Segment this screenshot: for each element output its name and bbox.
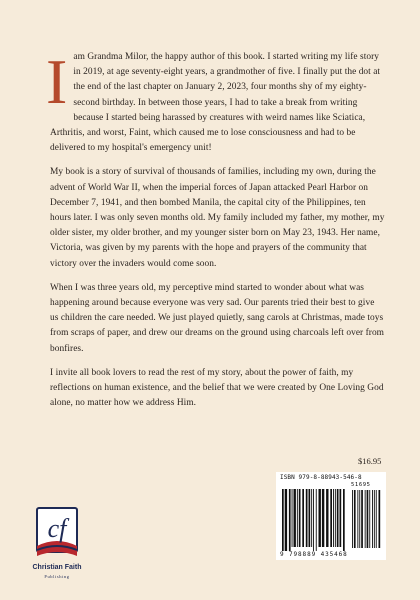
barcode-bar <box>309 489 311 547</box>
publisher-sub: Publishing <box>44 574 70 579</box>
barcode-bar <box>335 489 336 547</box>
paragraph-2: My book is a story of survival of thousands of families, including my own, during the advent of World War II, when the imperial forces of Japan attacked Pearl Harbor on December 7, 1941, and then bombed Manila, the capital city of the Philippines, ten hours later. I was only seven months old. My family included my father, my mother, my older sister, my older brother, and my younger sister born on May 23, 1943. Her name, Victoria, was given by my parents with the hope and prayers of the community that victory over the invaders would come soon. <box>50 167 385 269</box>
addon-bar <box>369 490 370 548</box>
publisher-emblem-icon <box>34 506 80 562</box>
addon-bar <box>374 490 375 548</box>
monogram-text: cf <box>47 514 67 543</box>
drop-cap: I <box>46 46 68 117</box>
barcode-bar <box>313 489 314 551</box>
barcode-bar <box>330 489 332 547</box>
barcode-bar <box>292 489 293 547</box>
publisher-name: Christian Faith <box>32 564 82 571</box>
paragraph-1 <box>46 46 385 156</box>
paragraph-1-text: am Grandma Milor, the happy author of this book. I started writing my life story in 2019, at age seventy-eight years, a grandmother of five. I finally put the dot at the end of the last chapter on January 2, 2023, four months shy of my eighty-second birthday. In between those years, I had to take a break from writing because I started being harassed by creatures with weird names like Sciatica, Arthritis, and worst, Faint, which caused me to lose consciousness and had to be delivered to my hospital's emergency unit! <box>50 52 381 154</box>
barcode-bar <box>343 489 345 551</box>
paragraph-4: I invite all book lovers to read the rest of my story, about the power of faith, my reflections on human existence, and the belief that we were created by One Loving God alone, no matter how we address Him. <box>50 367 384 409</box>
addon-bar <box>361 490 363 548</box>
addon-bar <box>357 490 358 548</box>
barcode-bar <box>302 489 304 547</box>
barcode-bar <box>340 489 342 547</box>
barcode-bar <box>282 489 284 551</box>
addon-bar <box>372 490 373 548</box>
barcode-bar <box>311 489 312 547</box>
barcode-bar <box>306 489 308 547</box>
barcode-bar <box>316 489 317 551</box>
price-label: $16.95 <box>358 456 382 466</box>
addon-bar <box>367 490 369 548</box>
isbn-barcode <box>276 472 386 560</box>
barcode-bar <box>297 489 298 547</box>
addon-bar <box>379 490 381 548</box>
barcode-bar <box>299 489 301 547</box>
addon-bar <box>359 490 360 548</box>
barcode-bar <box>285 489 287 551</box>
publisher-logo <box>16 506 98 586</box>
barcode-bar <box>289 489 291 551</box>
barcode-bar <box>319 489 321 547</box>
addon-bar <box>354 490 356 548</box>
blurb-text <box>46 46 385 420</box>
isbn-text: ISBN 979-8-88943-546-8 <box>280 474 362 481</box>
barcode-bar <box>294 489 296 547</box>
barcode-bar <box>322 489 324 547</box>
barcode-bar <box>326 489 328 547</box>
addon-bar <box>352 490 353 548</box>
barcode-bar <box>333 489 334 547</box>
barcode-bar <box>337 489 339 547</box>
addon-number: 51695 <box>351 482 371 488</box>
addon-bar <box>376 490 377 548</box>
paragraph-3: When I was three years old, my perceptive mind started to wonder about what was happening around because everyone was very sad. Our parents tried their best to give us children the care needed. We just played quietly, sang carols at Christmas, made toys from scraps of paper, and drew our dreams on the ground using charcoals left over from bonfires. <box>50 282 385 354</box>
addon-bar <box>365 490 366 548</box>
barcode-number: 9 798889 435468 <box>280 551 348 558</box>
